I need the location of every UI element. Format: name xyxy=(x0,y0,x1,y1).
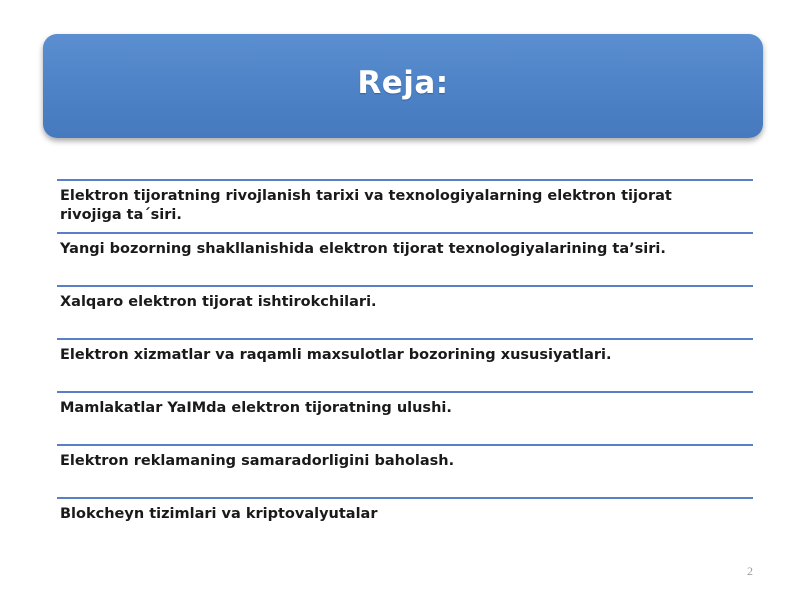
list-item xyxy=(57,179,753,232)
page-number: 2 xyxy=(747,564,753,578)
list-item-text: Elektron reklamaning samaradorligini baholash. xyxy=(60,453,455,469)
list-item-text: Xalqaro elektron tijorat ishtirokchilari. xyxy=(60,294,377,310)
list-item xyxy=(57,338,753,391)
list-item xyxy=(57,285,753,338)
list-item-text: Elektron tijoratning rivojlanish tarixi va texnologiyalarning elektron tijorat rivojiga ta´siri. xyxy=(60,188,672,223)
title-banner xyxy=(43,34,763,138)
agenda-list xyxy=(57,179,753,522)
list-item xyxy=(57,391,753,444)
list-item-text: Yangi bozorning shakllanishida elektron tijorat texnologiyalarining ta’siri. xyxy=(60,241,666,257)
list-item xyxy=(57,497,753,550)
list-item-text: Blokcheyn tizimlari va kriptovalyutalar xyxy=(60,506,378,522)
list-item-text: Elektron xizmatlar va raqamli maxsulotlar bozorining xususiyatlari. xyxy=(60,347,612,363)
slide-title: Reja: xyxy=(357,65,449,101)
list-item xyxy=(57,232,753,285)
list-item-text: Mamlakatlar YaIMda elektron tijoratning ulushi. xyxy=(60,400,452,416)
list-item xyxy=(57,444,753,497)
